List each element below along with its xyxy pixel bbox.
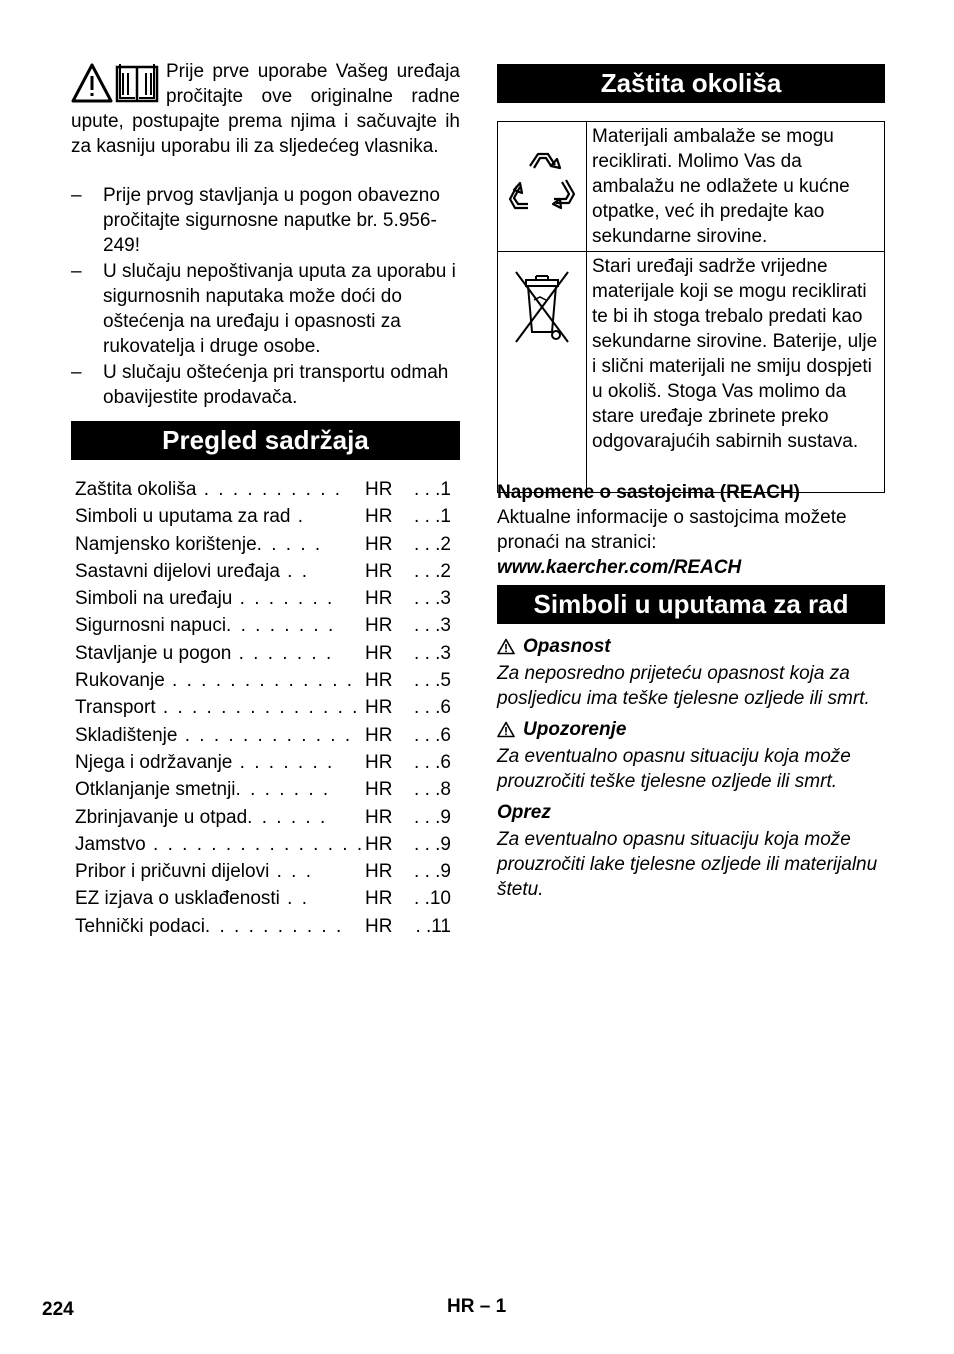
toc-entry-page: . . .5: [414, 670, 451, 692]
toc-entry-label: Simboli na uređaju: [75, 588, 233, 610]
toc-entry-label: Jamstvo: [75, 833, 146, 855]
warning-triangle-icon: [497, 721, 515, 738]
caution-heading: [497, 800, 885, 825]
toc-entry-code: HR: [365, 533, 393, 555]
toc-entry[interactable]: [75, 804, 460, 831]
toc-entry-code: HR: [365, 751, 393, 773]
warning-triangle-icon: [73, 65, 111, 101]
toc-entry-label: Stavljanje u pogon: [75, 642, 232, 664]
toc-entry-title: [75, 640, 334, 667]
reach-title: Napomene o sastojcima (REACH): [497, 482, 801, 503]
toc-leader-dots: . . . . . . .: [235, 779, 331, 801]
toc-entry-title: [75, 558, 327, 585]
danger-title: Opasnost: [523, 636, 611, 657]
list-item-text: U slučaju oštećenja pri transportu odmah obavijestite prodavača.: [103, 362, 449, 408]
dash-bullet: –: [71, 185, 82, 206]
toc-entry[interactable]: [75, 612, 460, 639]
toc-leader-dots: . .: [279, 560, 310, 582]
toc-entry[interactable]: [75, 749, 460, 776]
danger-heading: [497, 634, 885, 659]
toc-entry[interactable]: [75, 585, 460, 612]
toc-entry-label: EZ izjava o usklađenosti: [75, 888, 280, 910]
toc-entry-code: HR: [365, 588, 393, 610]
toc-entry-label: Pribor i pričuvni dijelovi: [75, 861, 270, 883]
toc-entry-label: Zbrinjavanje u otpad: [75, 806, 248, 828]
toc-entry-title: [75, 831, 365, 858]
list-item: [71, 360, 460, 410]
toc-entry-code: HR: [365, 915, 393, 937]
list-item: [71, 183, 460, 258]
toc-entry-page: . . .2: [414, 560, 451, 582]
toc-leader-dots: . . . . . . .: [232, 751, 335, 773]
toc-entry-code: HR: [365, 506, 393, 528]
symbols-heading: Simboli u uputama za rad: [497, 585, 885, 624]
crossed-out-bin-icon: [512, 266, 572, 346]
toc-entry-page: . . .9: [414, 833, 451, 855]
table-of-contents: [75, 476, 460, 940]
toc-entry-page: . . .1: [414, 479, 451, 500]
toc-entry[interactable]: [75, 667, 460, 694]
toc-leader-dots: . .: [279, 888, 310, 910]
toc-entry-code: HR: [365, 642, 393, 664]
toc-entry-page: . . .2: [414, 533, 451, 555]
toc-entry[interactable]: [75, 476, 460, 503]
toc-entry-page: . . .6: [414, 751, 451, 773]
toc-entry-title: [75, 531, 327, 558]
toc-entry[interactable]: [75, 531, 460, 558]
warning-title: Upozorenje: [523, 719, 627, 740]
symbols-list: [497, 634, 885, 908]
toc-entry-title: [75, 612, 336, 639]
environment-table: [497, 121, 885, 493]
caution-title: Oprez: [497, 802, 551, 823]
icon-cell: [498, 252, 587, 493]
toc-entry-page: . . .3: [414, 642, 451, 664]
toc-entry[interactable]: [75, 885, 460, 912]
toc-entry-label: Njega i održavanje: [75, 751, 233, 773]
toc-leader-dots: . . . . . . .: [232, 588, 335, 610]
toc-entry-label: Sigurnosni napuci: [75, 615, 227, 637]
toc-leader-dots: .: [290, 506, 306, 528]
toc-entry-label: Otklanjanje smetnji: [75, 779, 236, 801]
toc-heading: Pregled sadržaja: [71, 421, 460, 460]
toc-entry[interactable]: [75, 640, 460, 667]
toc-entry[interactable]: [75, 831, 460, 858]
warning-heading: [497, 717, 885, 742]
toc-entry[interactable]: [75, 694, 460, 721]
toc-entry-page: . . .3: [414, 588, 451, 610]
toc-entry-code: HR: [365, 560, 393, 582]
toc-entry-page: . . .3: [414, 615, 451, 637]
toc-entry-page: . . .8: [414, 779, 451, 801]
list-item-text: U slučaju nepoštivanja uputa za uporabu i sigurnosnih naputaka može doći do oštećenja na uređaju i opasnosti za rukovatelja i druge osobe.: [103, 261, 456, 357]
reach-notice: [497, 480, 885, 580]
toc-leader-dots: . . . . . .: [247, 806, 328, 828]
toc-entry-code: HR: [365, 479, 393, 500]
toc-entry-page: . . .6: [414, 724, 451, 746]
toc-entry-title: [75, 503, 327, 530]
intro-block: [71, 59, 460, 159]
toc-entry-title: [75, 722, 353, 749]
toc-leader-dots: . . . . . . . . . .: [204, 915, 344, 937]
toc-leader-dots: . . . . . . . . . .: [196, 479, 343, 500]
toc-entry-page: . . .6: [414, 697, 451, 719]
toc-entry[interactable]: [75, 558, 460, 585]
toc-leader-dots: . . . . .: [256, 533, 323, 555]
toc-entry-code: HR: [365, 779, 393, 801]
toc-entry-title: [75, 694, 360, 721]
toc-entry-code: HR: [365, 670, 393, 692]
toc-entry-page: . .11: [415, 915, 451, 937]
toc-entry-code: HR: [365, 724, 393, 746]
toc-entry-code: HR: [365, 615, 393, 637]
toc-entry[interactable]: [75, 913, 460, 940]
toc-entry[interactable]: [75, 858, 460, 885]
toc-entry-page: . . .9: [414, 806, 451, 828]
reach-text: Aktualne informacije o sastojcima možete pronaći na stranici:: [497, 507, 847, 553]
list-item-text: Prije prvog stavljanja u pogon obavezno pročitajte sigurnosne naputke br. 5.956-249!: [103, 185, 440, 256]
intro-icons: [71, 61, 159, 106]
toc-entry-title: [75, 885, 327, 912]
list-item: [71, 259, 460, 359]
toc-entry-code: HR: [365, 888, 393, 910]
recycling-icon: [504, 146, 580, 222]
intro-notes-list: [71, 183, 460, 411]
toc-leader-dots: . . . . . . . .: [226, 615, 336, 637]
toc-leader-dots: . . . . . . . . . . . . .: [164, 670, 355, 692]
toc-entry-label: Simboli u uputama za rad: [75, 506, 291, 528]
warning-triangle-icon: [497, 638, 515, 655]
icon-cell: [498, 122, 587, 252]
toc-entry-title: [75, 913, 344, 940]
toc-entry-page: . . .1: [414, 506, 451, 528]
footer-section: HR – 1: [447, 1296, 507, 1317]
toc-entry-label: Tehnički podaci: [75, 915, 205, 937]
toc-leader-dots: . . . . . . .: [231, 642, 334, 664]
toc-entry-code: HR: [365, 861, 393, 883]
dash-bullet: –: [71, 261, 82, 282]
toc-leader-dots: . . .: [269, 861, 313, 883]
toc-entry-label: Sastavni dijelovi uređaja: [75, 560, 280, 582]
environment-text-cell: Stari uređaji sadrže vrijedne materijale koji se mogu reciklirati te bi ih stoga trebalo predati kao sekundarne sirovine. Baterije, ulje i slični materijali ne smiju dospjeti u okoliš. Stoga Vas molimo da stare uređaje zbrinete preko odgovarajućih sabirnih sustava.: [587, 252, 885, 493]
toc-leader-dots: . . . . . . . . . . . . . .: [155, 697, 360, 719]
toc-entry-label: Transport: [75, 697, 156, 719]
toc-entry[interactable]: [75, 722, 460, 749]
warning-text: Za eventualno opasnu situaciju koja može prouzročiti teške tjelesne ozljede ili smrt.: [497, 746, 851, 792]
toc-entry-title: [75, 667, 355, 694]
toc-entry-title: [75, 476, 343, 503]
intro-text: Prije prve uporabe Vašeg uređaja pročitajte ove originalne radne upute, postupajte prema njima i sačuvajte ih za kasniju uporabu ili za sljedećeg vlasnika.: [71, 61, 460, 157]
environment-text-cell: Materijali ambalaže se mogu reciklirati. Molimo Vas da ambalažu ne odlažete u kućne otpatke, već ih predajte kao sekundarne sirovine.: [587, 122, 885, 252]
page-number: 224: [42, 1299, 74, 1320]
toc-entry[interactable]: [75, 503, 460, 530]
toc-entry-label: Namjensko korištenje: [75, 533, 257, 555]
environment-heading: Zaštita okoliša: [497, 64, 885, 103]
dash-bullet: –: [71, 362, 82, 383]
toc-leader-dots: . . . . . . . . . . . . . . .: [145, 833, 365, 855]
table-row: [498, 252, 885, 493]
toc-entry-title: [75, 585, 335, 612]
caution-text: Za eventualno opasnu situaciju koja može prouzročiti lake tjelesne ozljede ili materijalnu štetu.: [497, 829, 878, 900]
toc-entry-code: HR: [365, 833, 393, 855]
toc-entry-title: [75, 749, 335, 776]
toc-entry-label: Zaštita okoliša: [75, 479, 197, 500]
toc-entry-title: [75, 776, 331, 803]
toc-entry-code: HR: [365, 806, 393, 828]
reach-link[interactable]: www.kaercher.com/REACH: [497, 557, 742, 578]
toc-entry-page: . . .9: [414, 861, 451, 883]
toc-entry[interactable]: [75, 776, 460, 803]
toc-entry-title: [75, 858, 327, 885]
table-row: [498, 122, 885, 252]
toc-leader-dots: . . . . . . . . . . . .: [177, 724, 353, 746]
toc-entry-title: [75, 804, 327, 831]
toc-entry-label: Skladištenje: [75, 724, 178, 746]
toc-entry-code: HR: [365, 697, 393, 719]
danger-text: Za neposredno prijeteću opasnost koja za posljedicu ima teške tjelesne ozljede ili smrt.: [497, 663, 870, 709]
toc-entry-label: Rukovanje: [75, 670, 165, 692]
toc-entry-page: . .10: [414, 888, 451, 910]
manual-book-icon: [117, 64, 157, 101]
